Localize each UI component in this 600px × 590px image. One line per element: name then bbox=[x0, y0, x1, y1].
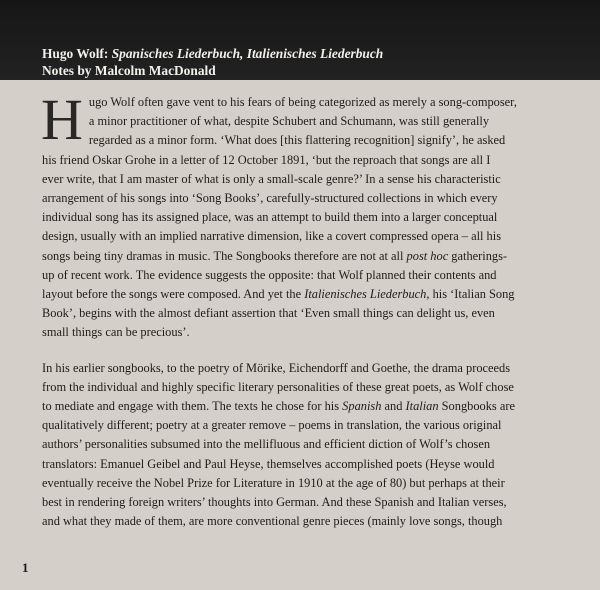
text-line: best in rendering foreign writers’ thoughts into German. And these Spanish and Italian verses, bbox=[42, 495, 507, 510]
header-title bbox=[42, 46, 383, 62]
text-segment: to mediate and engage with them. The texts he chose for his bbox=[42, 399, 343, 414]
text-line: arrangement of his songs into ‘Song Books’, carefully-structured collections in which every bbox=[42, 191, 498, 206]
italic-word: Italian bbox=[405, 399, 439, 414]
text-line: ugo Wolf often gave vent to his fears of being categorized as merely a song-composer, bbox=[88, 95, 517, 109]
text-line: qualitatively different; poetry at a greater remove – poems in translation, the various original bbox=[42, 418, 502, 433]
drop-cap: H bbox=[41, 87, 83, 152]
text-line bbox=[42, 285, 556, 304]
text-line: individual song has its assigned place, was an attempt to build them into a larger conceptual bbox=[42, 210, 498, 225]
text-segment: , his ‘Italian Song bbox=[426, 287, 515, 302]
text-line: small things can be precious’. bbox=[42, 325, 190, 340]
header-notes-by: Notes by Malcolm MacDonald bbox=[42, 63, 216, 78]
page-number: 1 bbox=[22, 560, 29, 575]
text-segment: songs being tiny dramas in music. The Songbooks therefore are not at all bbox=[42, 248, 407, 263]
text-line bbox=[42, 247, 556, 266]
text-segment: Songbooks are bbox=[438, 399, 515, 414]
text-line bbox=[42, 397, 556, 416]
article-body bbox=[41, 87, 556, 531]
text-line: and what they made of them, are more conventional genre pieces (mainly love songs, though bbox=[42, 514, 503, 529]
text-line: authors’ personalities subsumed into the mellifluous and efficient diction of Wolf’s chosen bbox=[42, 437, 491, 452]
text-line: eventually receive the Nobel Prize for Literature in 1910 at the age of 80) but perhaps at their bbox=[42, 475, 505, 490]
text-line: translators: Emanuel Geibel and Paul Heyse, themselves accomplished poets (Heyse would bbox=[42, 456, 495, 471]
text-line: ever write, that I am master of what is only a small-scale genre?’ In a sense his characteristic bbox=[42, 171, 501, 186]
text-segment: gatherings- bbox=[448, 248, 508, 263]
text-line: his friend Oskar Grohe in a letter of 12 October 1891, ‘but the reproach that songs are all I bbox=[42, 152, 491, 167]
italic-phrase: post hoc bbox=[406, 248, 449, 263]
text-line: from the individual and highly specific literary personalities of these great poets, as Wolf chose bbox=[42, 379, 514, 394]
text-segment: layout before the songs were composed. And yet the bbox=[42, 287, 305, 302]
text-line: a minor practitioner of what, despite Schubert and Schumann, was still generally bbox=[88, 114, 490, 129]
text-line: design, usually with an implied narrative dimension, like a covert compressed opera – all his bbox=[42, 229, 502, 244]
header-works: Spanisches Liederbuch, Italienisches Liederbuch bbox=[111, 46, 384, 61]
text-line: regarded as a minor form. ‘What does [this flattering recognition] signify’, he asked bbox=[88, 133, 506, 148]
header-composer: Hugo Wolf: bbox=[42, 46, 109, 61]
text-segment: and bbox=[381, 399, 406, 414]
page-header bbox=[0, 0, 600, 80]
text-line: Book’, begins with the almost defiant assertion that ‘Even small things can delight us, even bbox=[42, 306, 495, 321]
italic-title: Italienisches Liederbuch bbox=[304, 287, 427, 302]
italic-word: Spanish bbox=[342, 399, 382, 414]
text-line: In his earlier songbooks, to the poetry of Mörike, Eichendorff and Goethe, the drama proceeds bbox=[42, 360, 511, 375]
text-line: up of recent work. The evidence suggests the opposite: that Wolf planned their contents and bbox=[42, 267, 497, 282]
paragraph-1 bbox=[41, 87, 556, 343]
paragraph-2 bbox=[42, 359, 556, 532]
